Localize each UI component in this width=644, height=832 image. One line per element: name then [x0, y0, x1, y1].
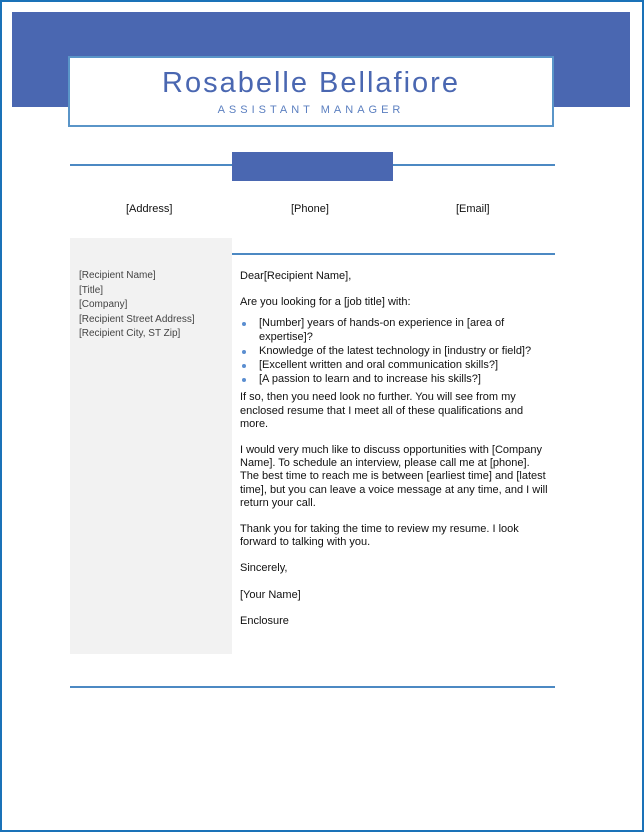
bullet-icon	[242, 378, 246, 382]
list-item: [Excellent written and oral communication skills?]	[240, 359, 550, 372]
applicant-title: ASSISTANT MANAGER	[217, 104, 405, 116]
bullet-icon	[242, 350, 246, 354]
recipient-company: [Company]	[79, 299, 128, 310]
footer-rule	[70, 686, 555, 688]
paragraph-1: If so, then you need look no further. You will see from my enclosed resume that I meet all of these qualifications and more.	[240, 391, 524, 430]
recipient-title: [Title]	[79, 284, 104, 296]
paragraph-3: Thank you for taking the time to review my resume. I look forward to talking with you.	[240, 523, 519, 549]
recipient-street: [Recipient Street Address]	[79, 313, 195, 325]
divider-left	[70, 164, 232, 166]
letter-top-rule	[232, 253, 555, 255]
letter-body	[240, 270, 550, 628]
list-item: [Number] years of hands-on experience in [area of expertise]?	[240, 317, 550, 343]
intro-paragraph: Are you looking for a [job title] with:	[240, 296, 411, 309]
recipient-city: [Recipient City, ST Zip]	[79, 328, 181, 339]
recipient-name: [Recipient Name]	[79, 270, 156, 281]
list-item: Knowledge of the latest technology in [industry or field]?	[240, 345, 550, 358]
contact-address: [Address]	[126, 203, 173, 215]
center-accent-bar	[232, 152, 393, 181]
applicant-name: Rosabelle Bellafiore	[162, 67, 460, 99]
signature: [Your Name]	[240, 588, 301, 601]
bullet-icon	[242, 364, 246, 368]
recipient-block	[79, 269, 195, 342]
contact-phone: [Phone]	[291, 203, 329, 215]
contact-email: [Email]	[456, 203, 490, 215]
list-item: [A passion to learn and to increase his skills?]	[240, 373, 550, 386]
closing: Sincerely,	[240, 562, 288, 575]
qualifications-list	[240, 317, 550, 386]
bullet-icon	[242, 322, 246, 326]
name-box	[68, 56, 554, 127]
salutation: Dear[Recipient Name],	[240, 270, 352, 282]
paragraph-2: I would very much like to discuss opportunities with [Company Name]. To schedule an interview, please call me at [phone]. The best time to reach me is between [earliest time] and [latest time], but you can leave a voice message at any time, and I will return your call.	[240, 444, 548, 509]
divider-right	[393, 164, 555, 166]
enclosure: Enclosure	[240, 614, 289, 627]
